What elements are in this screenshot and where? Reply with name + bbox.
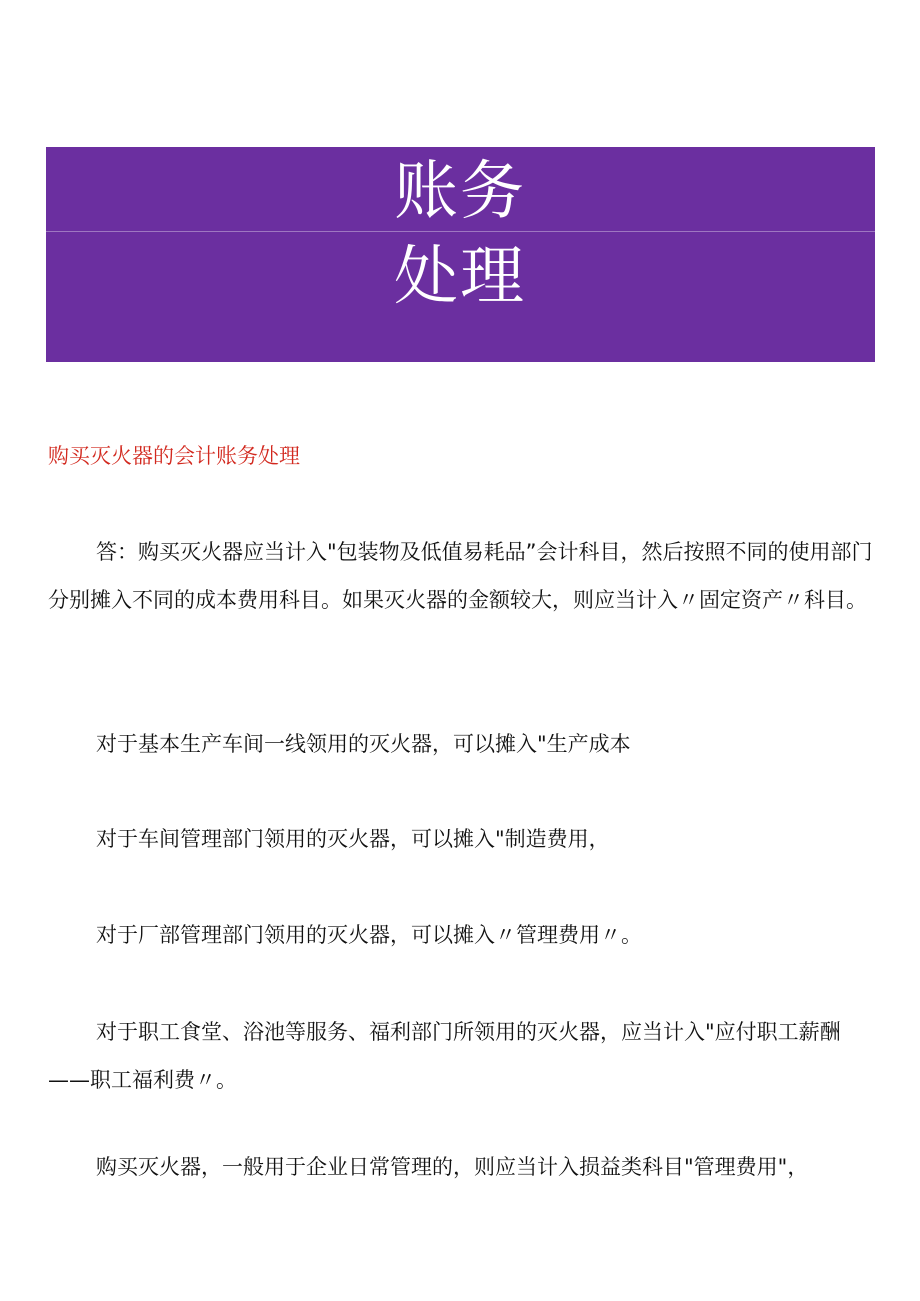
paragraph-management-expense: 对于厂部管理部门领用的灭火器，可以摊入〃管理费用〃。 xyxy=(96,923,642,947)
banner-title-line-2: 处理 xyxy=(394,240,526,314)
banner-title-line-1: 账务 xyxy=(394,155,526,229)
paragraph-answer: 答：购买灭火器应当计入"包装物及低值易耗品”会计科目，然后按照不同的使用部门分别摊入不同的成本费用科目。如果灭火器的金额较大，则应当计入〃固定资产〃科目。 xyxy=(48,540,873,612)
section-title: 购买灭火器的会计账务处理 xyxy=(48,444,300,468)
paragraph-employee-welfare: 对于职工食堂、浴池等服务、福利部门所领用的灭火器，应当计入"应付职工薪酬——职工福利费〃。 xyxy=(48,1020,841,1092)
paragraph-manufacturing-expense: 对于车间管理部门领用的灭火器，可以摊入"制造费用， xyxy=(96,827,610,851)
paragraph-daily-management: 购买灭火器，一般用于企业日常管理的，则应当计入损益类科目"管理费用"， xyxy=(96,1155,809,1179)
paragraph-production-cost: 对于基本生产车间一线领用的灭火器，可以摊入"生产成本 xyxy=(96,732,631,756)
